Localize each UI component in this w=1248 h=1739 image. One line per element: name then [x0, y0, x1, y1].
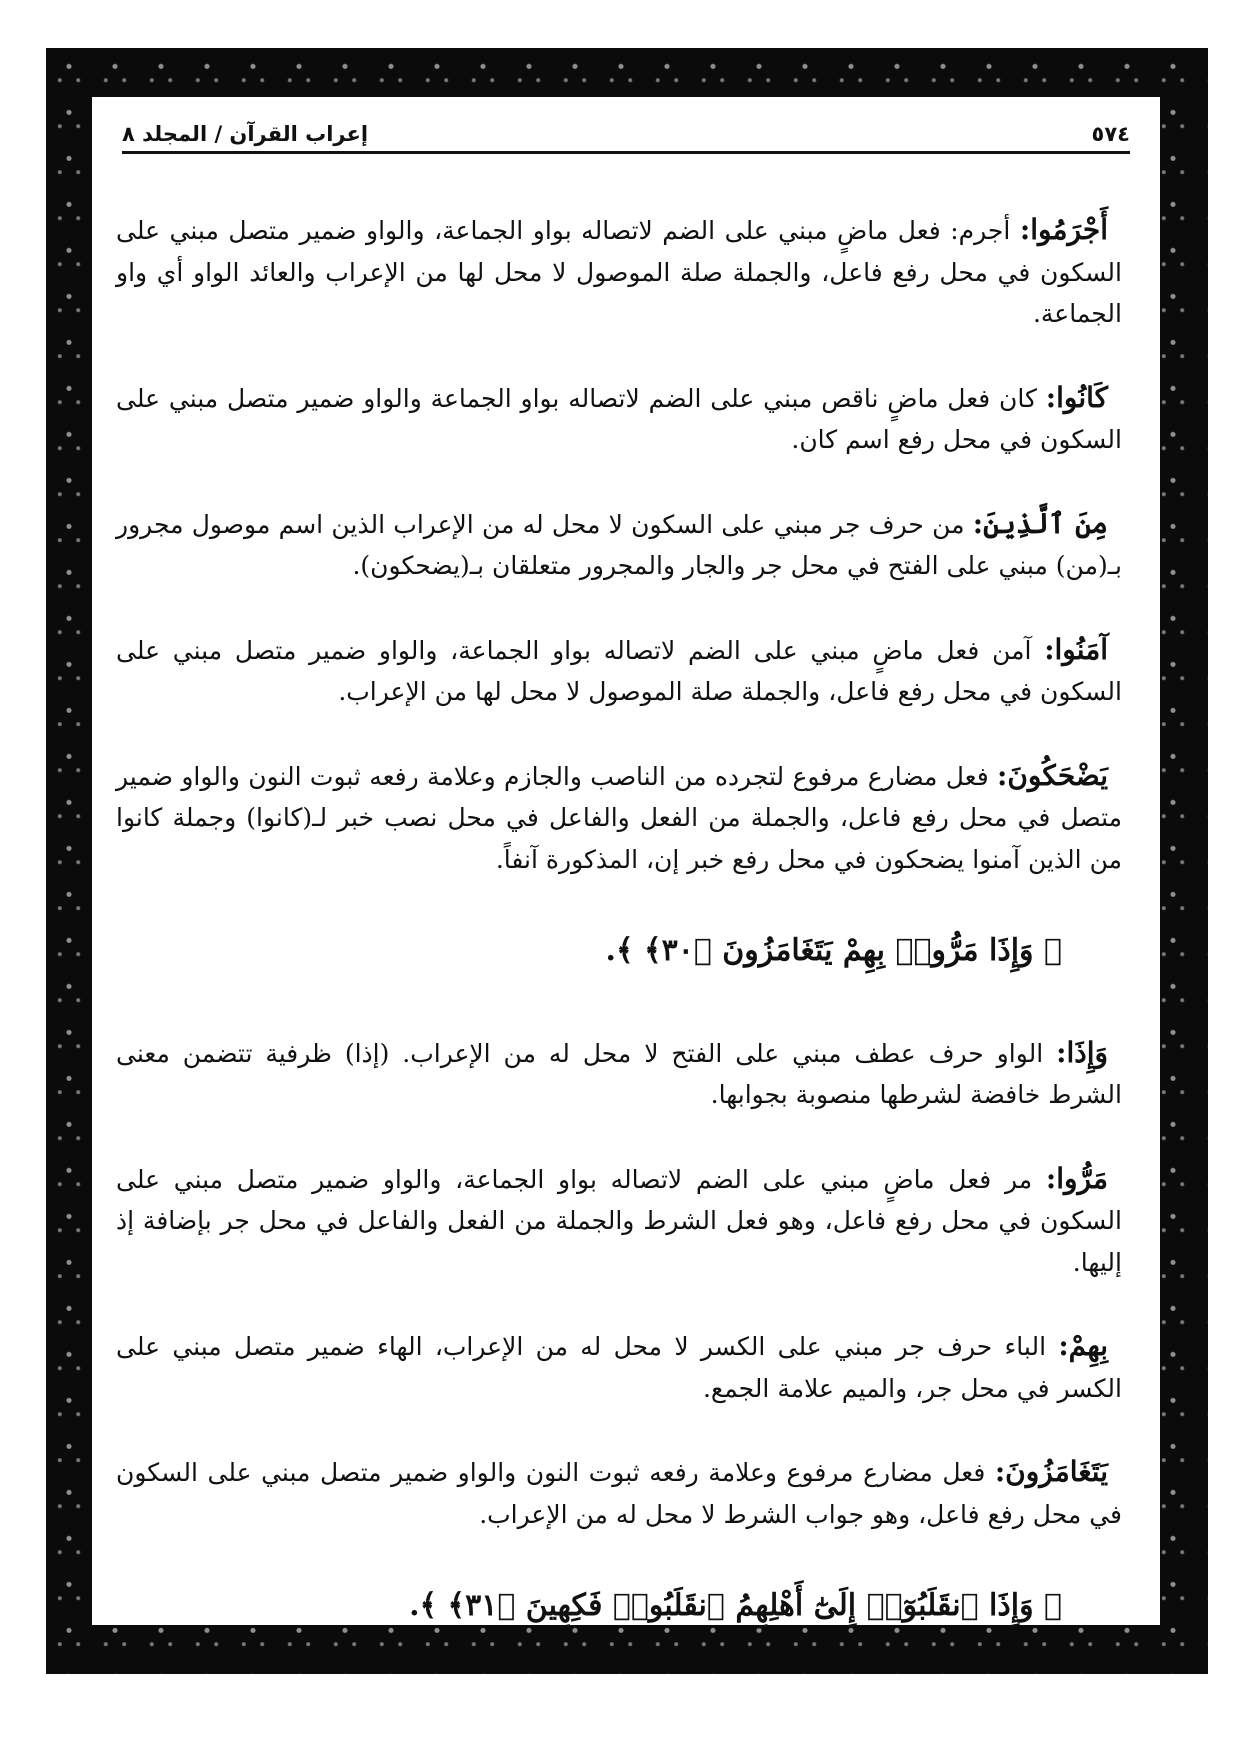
entry-term: مَرُّوا:: [1045, 1161, 1108, 1195]
page-body: [116, 209, 1122, 1687]
entry-text: كان فعل ماضٍ ناقص مبني على الضم لاتصاله بواو الجماعة والواو ضمير متصل مبني على السكون في محل رفع اسم كان.: [116, 383, 1122, 454]
entry-term: بِهِمْ:: [1058, 1329, 1109, 1362]
entry-text: من حرف جر مبني على السكون لا محل له من الإعراب الذين اسم موصول مجرور بـ(من) مبني على الفتح في محل جر والجار والمجرور متعلقان بـ(يضحكون).: [116, 509, 1122, 580]
entry: [116, 1325, 1122, 1451]
entry-term: وَإِذَا:: [1056, 1035, 1108, 1069]
entry-text: أجرم: فعل ماضٍ مبني على الضم لاتصاله بواو الجماعة، والواو ضمير متصل مبني على السكون في محل رفع فاعل، والجملة صلة الموصول لا محل لها من الإعراب والعائد الواو أي واو الجماعة.: [116, 216, 1122, 328]
entry-text: الباء حرف جر مبني على الكسر لا محل له من الإعراب، الهاء ضمير متصل مبني على الكسر في محل جر، والميم علامة الجمع.: [116, 1332, 1122, 1403]
page-number: ٥٧٤: [1091, 122, 1130, 146]
entry: [116, 377, 1122, 503]
entry-text: فعل مضارع مرفوع وعلامة رفعه ثبوت النون والواو ضمير متصل مبني على السكون في محل رفع فاعل، وهو جواب الشرط لا محل له من الإعراب.: [116, 1458, 1122, 1529]
quran-verse-31: ﴿ وَإِذَا ٱنقَلَبُوٓا۟ إِلَىٰٓ أَهْلِهِمُ ٱنقَلَبُوا۟ فَكِهِينَ ﴿٣١﴾ ﴾.: [409, 1588, 1062, 1623]
entry: [116, 209, 1122, 377]
entry-text: مر فعل ماضٍ مبني على الضم لاتصاله بواو الجماعة، والواو ضمير متصل مبني على السكون في محل رفع فاعل، وهو فعل الشرط والجملة من الفعل والفاعل في محل جر بإضافة إذ إليها.: [116, 1164, 1122, 1277]
running-header: [122, 117, 1130, 154]
entry: [116, 755, 1122, 923]
quran-verse-30: ﴿ وَإِذَا مَرُّوا۟ بِهِمْ يَتَغَامَزُونَ ﴿٣٠﴾ ﴾.: [605, 933, 1062, 968]
entry-term: آمَنُوا:: [1044, 632, 1108, 666]
entry: [116, 503, 1122, 629]
entry-text: فعل مضارع مرفوع لتجرده من الناصب والجازم وعلامة رفعه ثبوت النون والواو ضمير متصل في محل رفع فاعل، والجملة من الفعل والفاعل في محل نصب خبر لـ(كانوا) وجملة كانوا من الذين آمنوا يضحكون في محل رفع خبر إن، المذكورة آنفاً.: [116, 761, 1122, 874]
page: [92, 97, 1160, 1625]
book-title: إعراب القرآن / المجلد ٨: [122, 122, 369, 146]
entry-term: يَضْحَكُونَ:: [997, 758, 1109, 792]
entry-text: الواو حرف عطف مبني على الفتح لا محل له من الإعراب. (إذا) ظرفية تتضمن معنى الشرط خافضة لشرطها منصوبة بجوابها.: [116, 1038, 1122, 1109]
entry-term: أَجْرَمُوا:: [1019, 213, 1108, 246]
entry-term: مِنَ ٱلَّذِينَ:: [972, 506, 1108, 540]
entry-term: كَانُوا:: [1045, 380, 1108, 414]
entry: [116, 1158, 1122, 1326]
entry-text: آمن فعل ماضٍ مبني على الضم لاتصاله بواو الجماعة، والواو ضمير متصل مبني على السكون في محل رفع فاعل، والجملة صلة الموصول لا محل لها من الإعراب.: [116, 635, 1122, 706]
entry: [116, 1451, 1122, 1577]
entry: [116, 1032, 1122, 1158]
entry: [116, 629, 1122, 755]
entry-term: يَتَغَامَزُونَ:: [994, 1455, 1108, 1488]
